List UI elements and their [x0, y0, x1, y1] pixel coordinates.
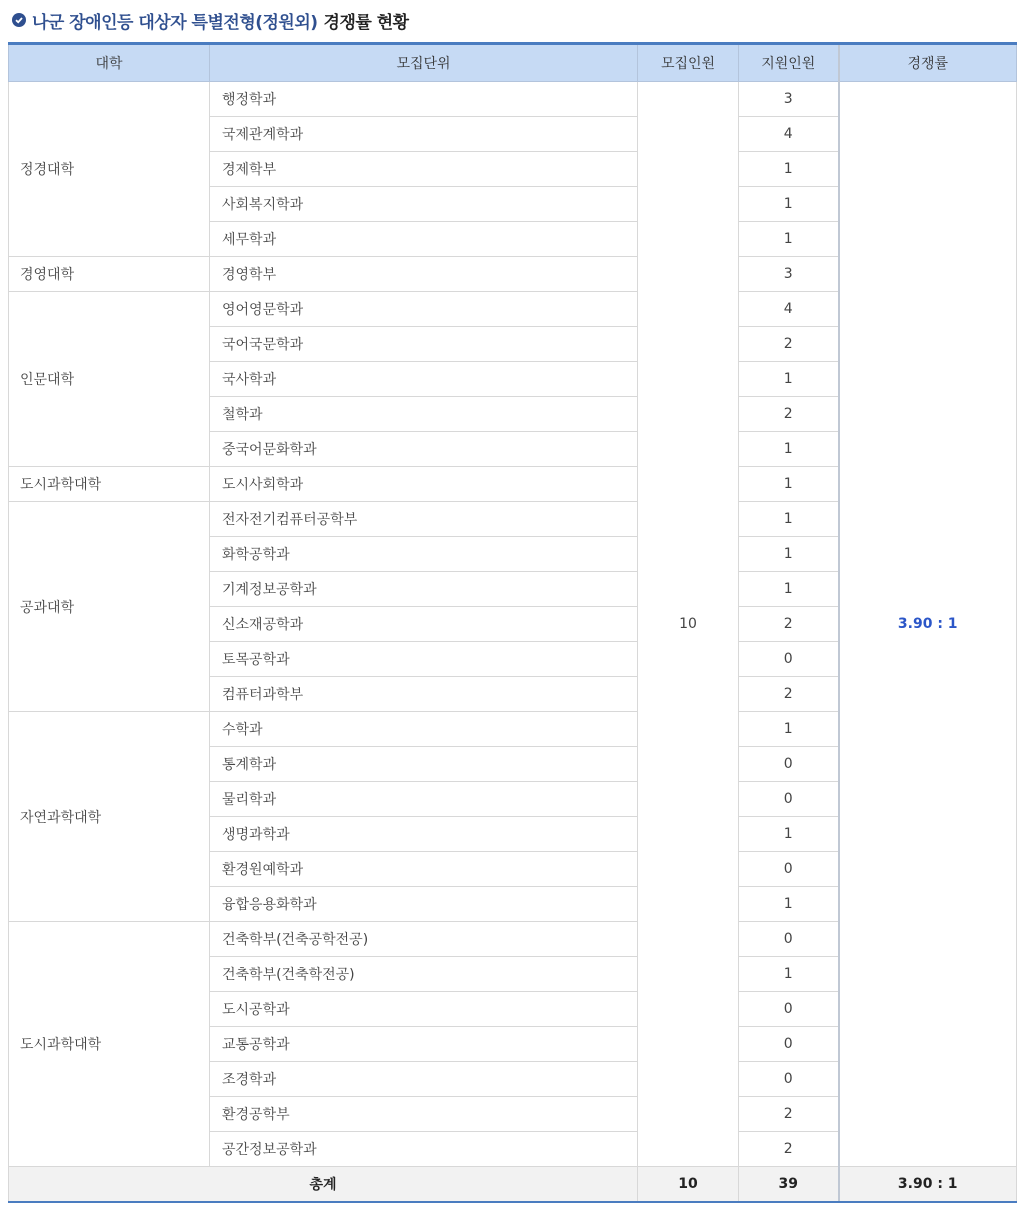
header-college: 대학 [9, 44, 210, 82]
applicants-cell: 1 [739, 572, 839, 607]
applicants-cell: 2 [739, 327, 839, 362]
applicants-cell: 3 [739, 82, 839, 117]
check-circle-icon [12, 13, 26, 27]
applicants-cell: 1 [739, 362, 839, 397]
unit-cell: 경영학부 [210, 257, 638, 292]
unit-cell: 신소재공학과 [210, 607, 638, 642]
section-title [12, 8, 409, 32]
applicants-cell: 4 [739, 117, 839, 152]
header-quota: 모집인원 [638, 44, 739, 82]
applicants-cell: 1 [739, 817, 839, 852]
unit-cell: 사회복지학과 [210, 187, 638, 222]
applicants-cell: 2 [739, 607, 839, 642]
applicants-cell: 1 [739, 467, 839, 502]
applicants-cell: 0 [739, 922, 839, 957]
unit-cell: 세무학과 [210, 222, 638, 257]
total-quota: 10 [638, 1167, 739, 1203]
applicants-cell: 1 [739, 537, 839, 572]
applicants-cell: 0 [739, 852, 839, 887]
unit-cell: 물리학과 [210, 782, 638, 817]
unit-cell: 환경원예학과 [210, 852, 638, 887]
header-row [9, 44, 1017, 82]
unit-cell: 국제관계학과 [210, 117, 638, 152]
unit-cell: 중국어문화학과 [210, 432, 638, 467]
unit-cell: 경제학부 [210, 152, 638, 187]
college-cell: 도시과학대학 [9, 467, 210, 502]
header-applicants: 지원인원 [739, 44, 839, 82]
table-body [9, 82, 1017, 1167]
college-cell: 도시과학대학 [9, 922, 210, 1167]
applicants-cell: 1 [739, 712, 839, 747]
applicants-cell: 2 [739, 677, 839, 712]
applicants-cell: 0 [739, 1062, 839, 1097]
unit-cell: 컴퓨터과학부 [210, 677, 638, 712]
unit-cell: 토목공학과 [210, 642, 638, 677]
header-ratio: 경쟁률 [839, 44, 1017, 82]
unit-cell: 건축학부(건축학전공) [210, 957, 638, 992]
applicants-cell: 2 [739, 1132, 839, 1167]
applicants-cell: 4 [739, 292, 839, 327]
college-cell: 정경대학 [9, 82, 210, 257]
unit-cell: 국사학과 [210, 362, 638, 397]
applicants-cell: 1 [739, 887, 839, 922]
unit-cell: 수학과 [210, 712, 638, 747]
applicants-cell: 0 [739, 747, 839, 782]
total-applicants: 39 [739, 1167, 839, 1203]
total-row [9, 1167, 1017, 1203]
unit-cell: 철학과 [210, 397, 638, 432]
table-row [9, 82, 1017, 117]
ratio-cell: 3.90 : 1 [839, 82, 1017, 1167]
applicants-cell: 0 [739, 642, 839, 677]
applicants-cell: 1 [739, 957, 839, 992]
quota-cell: 10 [638, 82, 739, 1167]
college-cell: 경영대학 [9, 257, 210, 292]
applicants-cell: 1 [739, 187, 839, 222]
applicants-cell: 2 [739, 1097, 839, 1132]
unit-cell: 영어영문학과 [210, 292, 638, 327]
title-main: 나군 장애인등 대상자 특별전형(정원외) [32, 12, 318, 33]
unit-cell: 공간정보공학과 [210, 1132, 638, 1167]
unit-cell: 생명과학과 [210, 817, 638, 852]
unit-cell: 기계정보공학과 [210, 572, 638, 607]
applicants-cell: 1 [739, 432, 839, 467]
unit-cell: 건축학부(건축공학전공) [210, 922, 638, 957]
unit-cell: 행정학과 [210, 82, 638, 117]
applicants-cell: 1 [739, 152, 839, 187]
unit-cell: 도시공학과 [210, 992, 638, 1027]
unit-cell: 전자전기컴퓨터공학부 [210, 502, 638, 537]
college-cell: 자연과학대학 [9, 712, 210, 922]
unit-cell: 조경학과 [210, 1062, 638, 1097]
applicants-cell: 0 [739, 782, 839, 817]
unit-cell: 융합응용화학과 [210, 887, 638, 922]
unit-cell: 국어국문학과 [210, 327, 638, 362]
college-cell: 공과대학 [9, 502, 210, 712]
applicants-cell: 3 [739, 257, 839, 292]
unit-cell: 도시사회학과 [210, 467, 638, 502]
header-unit: 모집단위 [210, 44, 638, 82]
college-cell: 인문대학 [9, 292, 210, 467]
applicants-cell: 2 [739, 397, 839, 432]
title-sub: 경쟁률 현황 [323, 12, 409, 33]
applicants-cell: 0 [739, 992, 839, 1027]
applicants-cell: 0 [739, 1027, 839, 1062]
total-ratio: 3.90 : 1 [839, 1167, 1017, 1203]
applicants-cell: 1 [739, 502, 839, 537]
total-label: 총계 [9, 1167, 638, 1203]
applicants-cell: 1 [739, 222, 839, 257]
unit-cell: 환경공학부 [210, 1097, 638, 1132]
unit-cell: 화학공학과 [210, 537, 638, 572]
competition-table [8, 42, 1017, 1203]
unit-cell: 교통공학과 [210, 1027, 638, 1062]
unit-cell: 통계학과 [210, 747, 638, 782]
